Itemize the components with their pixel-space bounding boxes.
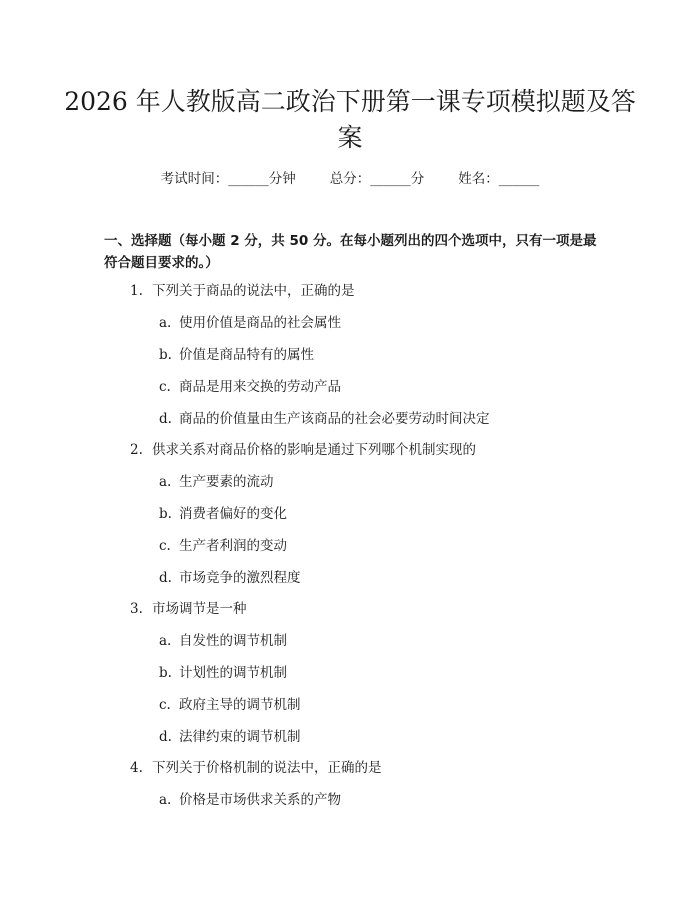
option-item bbox=[159, 569, 301, 587]
exam-time-field: 考试时间：______分钟 bbox=[160, 171, 296, 187]
option-item bbox=[159, 314, 341, 332]
option-letter: b. bbox=[159, 665, 172, 681]
option-text: 法律约束的调节机制 bbox=[179, 729, 301, 745]
total-score-field: 总分：______分 bbox=[329, 171, 425, 187]
option-item bbox=[159, 791, 341, 809]
option-letter: c. bbox=[159, 379, 171, 395]
option-item bbox=[159, 632, 287, 650]
option-letter: d. bbox=[159, 411, 172, 427]
option-item bbox=[159, 728, 301, 746]
option-text: 价值是商品特有的属性 bbox=[179, 347, 314, 363]
option-letter: a. bbox=[159, 792, 172, 808]
option-text: 市场竞争的激烈程度 bbox=[179, 570, 301, 586]
option-item bbox=[159, 505, 287, 523]
question-number: 2. bbox=[130, 442, 143, 458]
option-item bbox=[159, 346, 314, 364]
option-letter: b. bbox=[159, 347, 172, 363]
section-heading: 一、选择题（每小题 2 分，共 50 分。在每小题列出的四个选项中，只有一项是最符合题目要求的。） bbox=[104, 233, 597, 271]
question-number: 1. bbox=[130, 283, 143, 299]
option-text: 价格是市场供求关系的产物 bbox=[179, 792, 341, 808]
student-name-field: 姓名：______ bbox=[458, 171, 540, 187]
question-2 bbox=[130, 441, 476, 459]
option-letter: a. bbox=[159, 315, 172, 331]
option-item bbox=[159, 664, 287, 682]
option-item bbox=[159, 410, 490, 428]
question-4 bbox=[130, 759, 382, 777]
option-text: 商品是用来交换的劳动产品 bbox=[179, 379, 341, 395]
option-item bbox=[159, 537, 287, 555]
option-letter: c. bbox=[159, 538, 171, 554]
question-stem: 下列关于价格机制的说法中，正确的是 bbox=[152, 760, 382, 776]
question-1 bbox=[130, 282, 355, 300]
option-letter: a. bbox=[159, 633, 172, 649]
option-text: 自发性的调节机制 bbox=[179, 633, 287, 649]
question-stem: 供求关系对商品价格的影响是通过下列哪个机制实现的 bbox=[152, 442, 476, 458]
question-3 bbox=[130, 600, 247, 618]
question-stem: 市场调节是一种 bbox=[152, 601, 247, 617]
option-letter: d. bbox=[159, 570, 172, 586]
option-text: 商品的价值量由生产该商品的社会必要劳动时间决定 bbox=[179, 411, 490, 427]
option-text: 消费者偏好的变化 bbox=[179, 506, 287, 522]
question-stem: 下列关于商品的说法中，正确的是 bbox=[152, 283, 355, 299]
option-item bbox=[159, 473, 274, 491]
page-title: 2026 年人教版高二政治下册第一课专项模拟题及答案 bbox=[64, 87, 636, 152]
option-item bbox=[159, 378, 341, 396]
question-number: 4. bbox=[130, 760, 143, 776]
option-text: 政府主导的调节机制 bbox=[179, 697, 301, 713]
option-letter: b. bbox=[159, 506, 172, 522]
option-text: 计划性的调节机制 bbox=[179, 665, 287, 681]
option-letter: d. bbox=[159, 729, 172, 745]
option-text: 生产者利润的变动 bbox=[179, 538, 287, 554]
option-item bbox=[159, 696, 301, 714]
question-number: 3. bbox=[130, 601, 143, 617]
option-letter: a. bbox=[159, 474, 172, 490]
option-text: 使用价值是商品的社会属性 bbox=[179, 315, 341, 331]
exam-meta bbox=[0, 170, 700, 188]
option-text: 生产要素的流动 bbox=[179, 474, 274, 490]
option-letter: c. bbox=[159, 697, 171, 713]
